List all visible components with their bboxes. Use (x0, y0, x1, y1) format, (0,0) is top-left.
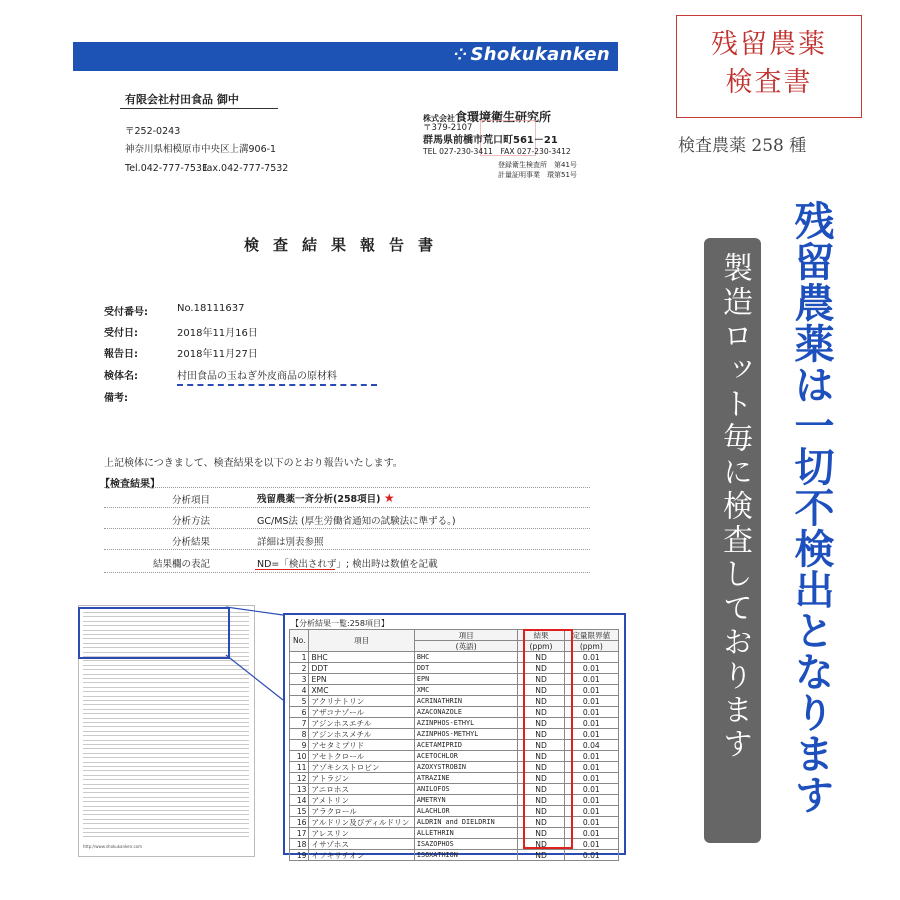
row-item-en: EPN (414, 674, 518, 685)
thumb-row-line (83, 753, 249, 754)
gray-vertical-banner (704, 238, 761, 843)
row-limit: 0.01 (564, 674, 618, 685)
row-no: 6 (290, 707, 309, 718)
row-result: ND (518, 762, 564, 773)
brand-logo (454, 44, 610, 65)
table-row (290, 850, 619, 861)
report-badge (676, 15, 862, 118)
thumb-row-line (83, 779, 249, 780)
divider (104, 572, 590, 573)
col-limit: 定量限界値 (564, 630, 618, 641)
meta-label: 報告日: (104, 349, 138, 360)
report-title: 検査結果報告書 (244, 236, 448, 254)
row-limit: 0.01 (564, 718, 618, 729)
row-result: ND (518, 729, 564, 740)
row-limit: 0.01 (564, 696, 618, 707)
row-item-en: ACETOCHLOR (414, 751, 518, 762)
lab-postal: 〒379-2107 (423, 123, 473, 133)
col-no: No. (290, 630, 309, 652)
row-item-en: AZINPHOS-METHYL (414, 729, 518, 740)
thumb-row-line (83, 696, 249, 697)
row-result: ND (518, 674, 564, 685)
analysis-item: 残留農薬一斉分析(258項目) (257, 494, 381, 505)
results-table-zoom (283, 613, 626, 860)
row-item: イソキサチオン (309, 850, 414, 861)
row-limit: 0.01 (564, 806, 618, 817)
thumb-row-line (83, 660, 249, 661)
row-limit: 0.01 (564, 663, 618, 674)
row-item: アレスリン (309, 828, 414, 839)
thumb-row-line (83, 722, 249, 723)
thumb-row-line (83, 819, 249, 820)
row-limit: 0.01 (564, 795, 618, 806)
row-item: アメトリン (309, 795, 414, 806)
row-item-en: ANILOFOS (414, 784, 518, 795)
thumb-row-line (83, 814, 249, 815)
row-item: アルドリン及びディルドリン (309, 817, 414, 828)
row-item: アセタミプリド (309, 740, 414, 751)
table-title: 【分析結果一覧:258項目】 (291, 619, 389, 628)
row-result: ND (518, 696, 564, 707)
row-no: 14 (290, 795, 309, 806)
row-result: ND (518, 850, 564, 861)
result-value: ND=「検出されず」; 検出時は数値を記載 (257, 559, 438, 570)
divider (104, 549, 590, 550)
sender-tel: Tel.042-777-7531 (125, 163, 208, 174)
thumb-row-line (83, 669, 249, 670)
thumb-row-line (83, 832, 249, 833)
result-label: 分析結果 (171, 537, 210, 548)
meta-label: 受付日: (104, 328, 138, 339)
thumb-row-line (83, 792, 249, 793)
row-limit: 0.01 (564, 850, 618, 861)
row-item: XMC (309, 685, 414, 696)
thumb-row-line (83, 762, 249, 763)
result-value: GC/MS法 (厚生労働省通知の試験法に準ずる。) (257, 516, 456, 527)
thumb-row-line (83, 770, 249, 771)
thumb-row-line (83, 726, 249, 727)
row-item-en: XMC (414, 685, 518, 696)
result-label: 分析方法 (171, 516, 210, 527)
recipient-underline (120, 108, 278, 109)
row-item-en: ACRINATHRIN (414, 696, 518, 707)
col-item-en: 項目 (414, 630, 518, 641)
row-item: BHC (309, 652, 414, 663)
row-no: 17 (290, 828, 309, 839)
row-limit: 0.01 (564, 707, 618, 718)
col-item-en-sub: (英語) (414, 641, 518, 652)
row-item-en: ACETAMIPRID (414, 740, 518, 751)
row-result: ND (518, 773, 564, 784)
divider (104, 528, 590, 529)
row-no: 4 (290, 685, 309, 696)
lab-tel-fax: TEL 027-230-3411 FAX 027-230-3412 (423, 147, 571, 156)
row-result: ND (518, 828, 564, 839)
brand-name: Shokukanken (470, 44, 610, 65)
nd-underline (255, 569, 335, 570)
row-item: アトラジン (309, 773, 414, 784)
thumb-row-line (83, 801, 249, 802)
row-limit: 0.01 (564, 729, 618, 740)
lab-registration-1: 登録衛生検査所 第41号 (498, 161, 577, 169)
row-no: 10 (290, 751, 309, 762)
meta-value: 2018年11月16日 (177, 328, 258, 339)
row-item-en: AZINPHOS-ETHYL (414, 718, 518, 729)
row-item-en: AZOXYSTROBIN (414, 762, 518, 773)
header-bar (73, 42, 618, 71)
brand-mark-icon: ⁘ (453, 45, 468, 64)
thumb-row-line (83, 731, 249, 732)
row-limit: 0.01 (564, 751, 618, 762)
row-result: ND (518, 740, 564, 751)
sample-name: 村田食品の玉ねぎ外皮商品の原材料 (177, 371, 337, 382)
thumb-row-line (83, 744, 249, 745)
thumb-row-line (83, 775, 249, 776)
divider (104, 487, 590, 488)
sender-address: 神奈川県相模原市中央区上溝906-1 (125, 144, 277, 155)
row-result: ND (518, 663, 564, 674)
lab-address: 群馬県前橋市荒口町561－21 (423, 135, 558, 146)
result-label: 分析項目 (171, 495, 210, 506)
row-item-en: BHC (414, 652, 518, 663)
thumb-row-line (83, 806, 249, 807)
row-item: イサゾホス (309, 839, 414, 850)
thumb-row-line (83, 810, 249, 811)
thumb-row-line (83, 687, 249, 688)
row-item: アゾキシストロビン (309, 762, 414, 773)
row-result: ND (518, 707, 564, 718)
row-limit: 0.01 (564, 773, 618, 784)
row-no: 16 (290, 817, 309, 828)
row-result: ND (518, 817, 564, 828)
row-no: 18 (290, 839, 309, 850)
thumb-row-line (83, 665, 249, 666)
thumb-footer: http://www.shokukanken.com (83, 844, 142, 849)
row-no: 15 (290, 806, 309, 817)
sender-fax: Fax.042-777-7532 (202, 163, 289, 174)
divider (104, 507, 590, 508)
col-limit-unit: (ppm) (564, 641, 618, 652)
row-no: 7 (290, 718, 309, 729)
row-item-en: ALLETHRIN (414, 828, 518, 839)
result-label: 結果欄の表記 (152, 559, 210, 570)
col-item: 項目 (309, 630, 414, 652)
thumb-row-line (83, 735, 249, 736)
row-item: EPN (309, 674, 414, 685)
thumbnail-highlight (78, 607, 230, 659)
pesticide-count: 検査農薬 258 種 (678, 136, 807, 156)
row-limit: 0.01 (564, 685, 618, 696)
row-item: DDT (309, 663, 414, 674)
row-no: 5 (290, 696, 309, 707)
blue-vertical-text: 残留農薬は一切不検出となります (788, 200, 834, 815)
thumb-row-line (83, 678, 249, 679)
meta-label: 受付番号: (104, 307, 148, 318)
row-item: アクリナトリン (309, 696, 414, 707)
meta-value: 2018年11月27日 (177, 349, 258, 360)
row-result: ND (518, 784, 564, 795)
result-column-highlight (523, 629, 573, 849)
row-result: ND (518, 718, 564, 729)
badge-line-2: 検査書 (725, 67, 813, 98)
row-item-en: ISAZOPHOS (414, 839, 518, 850)
result-value: 詳細は別表参照 (257, 537, 324, 548)
row-limit: 0.01 (564, 839, 618, 850)
meta-value: No.18111637 (177, 303, 245, 314)
thumb-row-line (83, 718, 249, 719)
meta-label: 備考: (104, 393, 128, 404)
col-result: 結果 (518, 630, 564, 641)
thumb-row-line (83, 797, 249, 798)
row-result: ND (518, 795, 564, 806)
results-heading: 【検査結果】 (100, 479, 160, 490)
thumb-row-line (83, 823, 249, 824)
row-result: ND (518, 806, 564, 817)
intro-text: 上記検体につきまして、検査結果を以下のとおり報告いたします。 (104, 458, 403, 469)
row-no: 9 (290, 740, 309, 751)
lab-registration-2: 計量証明事業 環第51号 (498, 171, 577, 179)
row-no: 19 (290, 850, 309, 861)
row-result: ND (518, 685, 564, 696)
thumb-row-line (83, 766, 249, 767)
thumb-row-line (83, 704, 249, 705)
row-item-en: ATRAZINE (414, 773, 518, 784)
row-result: ND (518, 751, 564, 762)
lab-title: 食環境衛生研究所 (455, 110, 552, 124)
row-no: 11 (290, 762, 309, 773)
thumb-row-line (83, 682, 249, 683)
result-value (257, 491, 395, 505)
badge-line-1: 残留農薬 (711, 29, 827, 60)
sample-name-underline (177, 384, 377, 386)
thumb-row-line (83, 713, 249, 714)
meta-label: 検体名: (104, 371, 138, 382)
row-limit: 0.01 (564, 762, 618, 773)
thumb-row-line (83, 828, 249, 829)
lab-prefix: 株式会社 (423, 114, 455, 123)
row-no: 3 (290, 674, 309, 685)
thumb-row-line (83, 691, 249, 692)
row-item: アザコナゾール (309, 707, 414, 718)
thumb-row-line (83, 836, 249, 837)
row-item: アセトクロール (309, 751, 414, 762)
row-item-en: DDT (414, 663, 518, 674)
row-limit: 0.01 (564, 828, 618, 839)
thumb-row-line (83, 784, 249, 785)
row-item-en: AZACONAZOLE (414, 707, 518, 718)
row-limit: 0.01 (564, 784, 618, 795)
row-no: 12 (290, 773, 309, 784)
row-item-en: ISOXATHION (414, 850, 518, 861)
gray-vertical-text: 製造ロット毎に検査しております (717, 252, 752, 762)
row-item-en: ALDRIN and DIELDRIN (414, 817, 518, 828)
row-item-en: AMETRYN (414, 795, 518, 806)
star-icon: ★ (383, 491, 395, 505)
col-result-unit: (ppm) (518, 641, 564, 652)
row-item: アニロホス (309, 784, 414, 795)
row-result: ND (518, 839, 564, 850)
row-item: アジンホスメチル (309, 729, 414, 740)
row-no: 13 (290, 784, 309, 795)
row-limit: 0.04 (564, 740, 618, 751)
thumb-row-line (83, 674, 249, 675)
thumb-row-line (83, 700, 249, 701)
sender-postal: 〒252-0243 (125, 126, 181, 137)
row-no: 8 (290, 729, 309, 740)
thumb-row-line (83, 788, 249, 789)
row-item: アジンホスエチル (309, 718, 414, 729)
thumb-row-line (83, 740, 249, 741)
row-item-en: ALACHLOR (414, 806, 518, 817)
row-item: アラクロール (309, 806, 414, 817)
row-no: 1 (290, 652, 309, 663)
row-limit: 0.01 (564, 817, 618, 828)
row-no: 2 (290, 663, 309, 674)
recipient: 有限会社村田食品 御中 (125, 93, 239, 106)
thumb-row-line (83, 709, 249, 710)
row-result: ND (518, 652, 564, 663)
thumb-row-line (83, 757, 249, 758)
thumb-row-line (83, 748, 249, 749)
row-limit: 0.01 (564, 652, 618, 663)
